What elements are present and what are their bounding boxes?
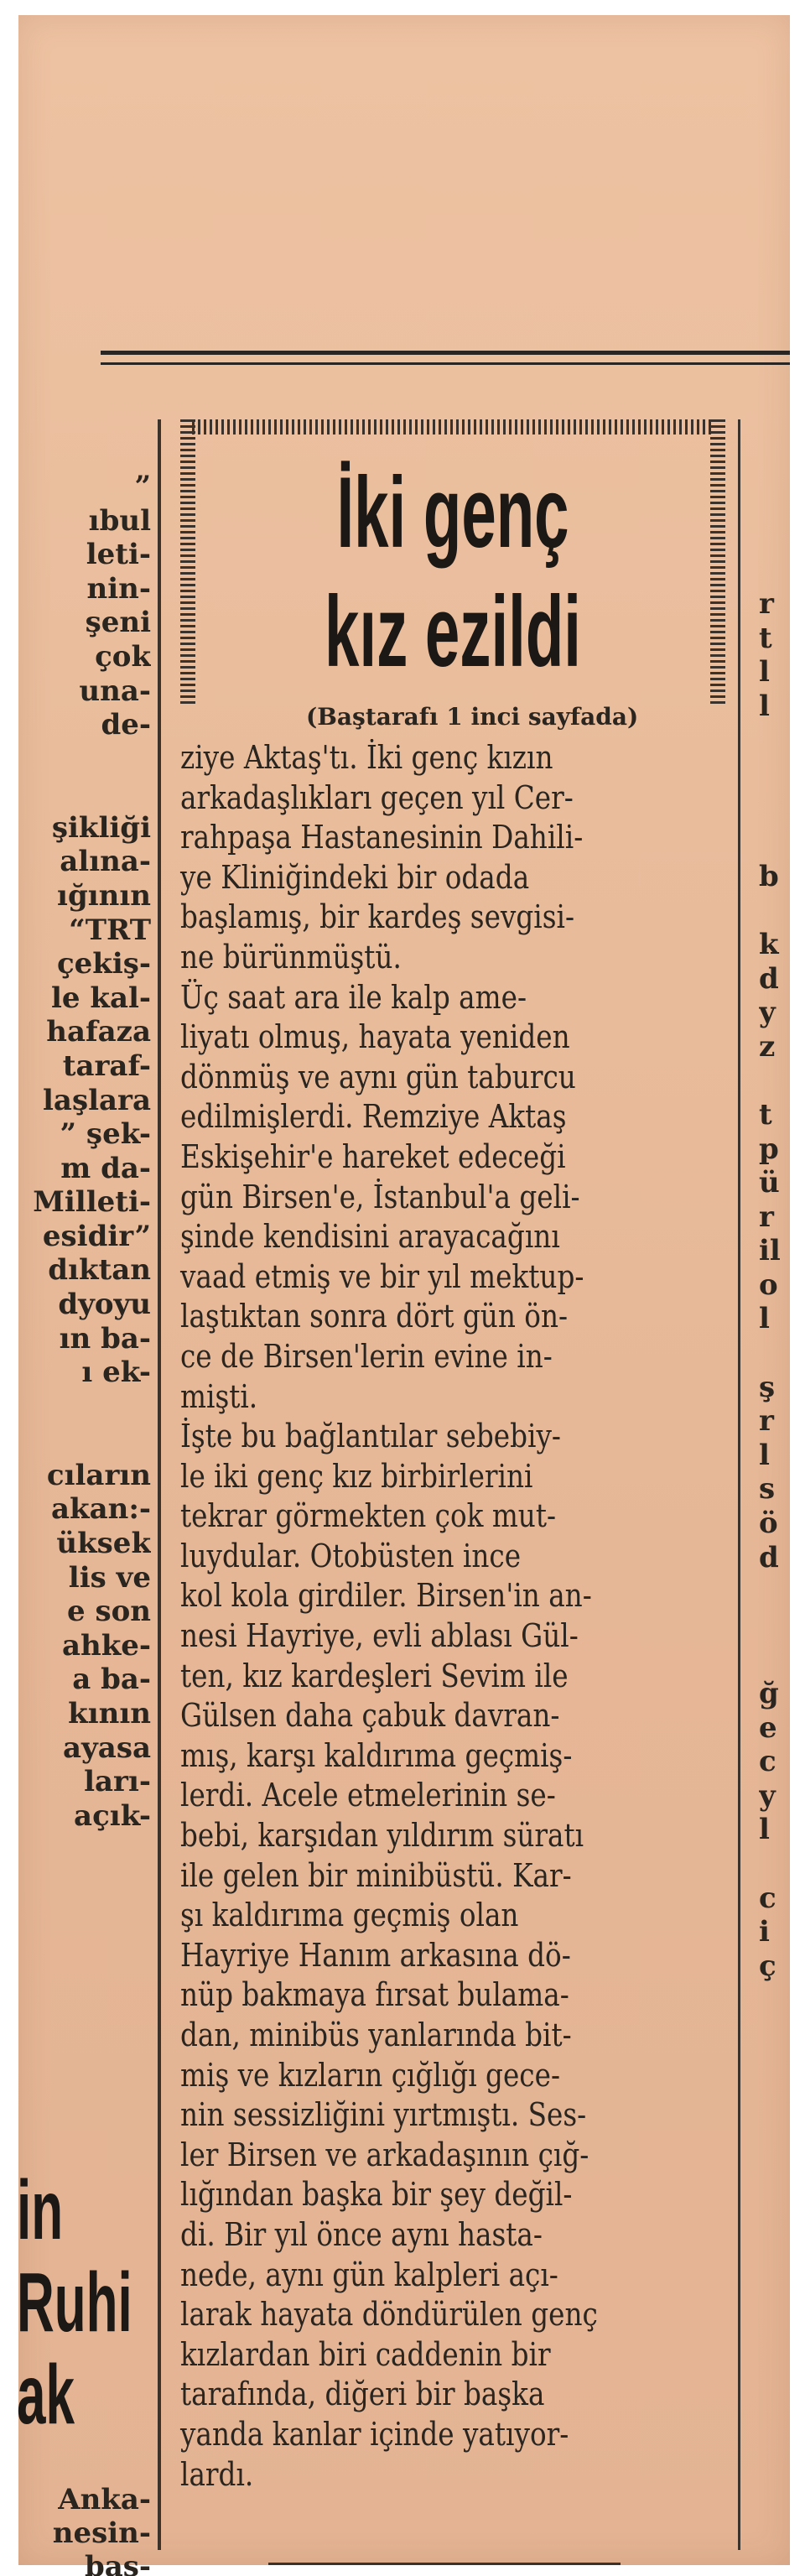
left-column-line: alına-: [60, 845, 151, 879]
right-column-line: d: [759, 961, 779, 996]
right-column-line: c: [759, 1745, 776, 1779]
right-neighbor-column: [759, 587, 792, 1983]
left-column-line: Milleti-: [33, 1185, 151, 1220]
article-line: dan, minibüs yanlarında bit-: [180, 2017, 572, 2053]
left-column-line: akan:-: [51, 1492, 151, 1527]
left-column-line: de-: [101, 708, 151, 742]
article-line: miş ve kızların çığlığı gece-: [180, 2056, 560, 2094]
right-column-line: [759, 1064, 792, 1098]
article-line: tarafında, diğeri bir başka: [180, 2376, 545, 2413]
headline-line-2: kız ezildi: [325, 575, 581, 688]
article-line: di. Bir yıl önce aynı hasta-: [180, 2215, 543, 2253]
left-column-line: Anka-: [58, 2483, 151, 2516]
column-divider-left: [158, 419, 161, 2550]
right-column-line: [759, 723, 792, 757]
right-column-line: [759, 1336, 792, 1371]
left-column-line: ığının: [57, 878, 151, 913]
line-gap: [25, 1390, 151, 1459]
left-column-line: ıbul: [88, 503, 151, 538]
right-column-line: [759, 757, 792, 792]
article-line: ten, kız kardeşleri Sevim ile: [180, 1657, 569, 1694]
right-column-line: y: [759, 1778, 776, 1813]
left-headline-line: Ruhi: [17, 2256, 132, 2350]
article-line: ce de Birsen'lerin evine in-: [180, 1337, 553, 1375]
article-line: tekrar görmekten çok mut-: [180, 1497, 557, 1535]
article-line: ile gelen bir minibüstü. Kar-: [180, 1856, 572, 1894]
left-column-line: cıların: [46, 1458, 151, 1492]
left-column-line: hafaza: [46, 1015, 151, 1049]
article-line: luydular. Otobüsten ince: [180, 1537, 522, 1574]
article-line: kızlardan biri caddenin bir: [180, 2335, 551, 2373]
article-line: ler Birsen ve arkadaşının çığ-: [180, 2136, 589, 2173]
article-line: Gülsen daha çabuk davran-: [180, 1697, 560, 1735]
article-line: ye Kliniğindeki bir odada: [180, 858, 530, 896]
article-line: nede, aynı gün kalpleri açı-: [180, 2256, 558, 2293]
right-column-line: k: [759, 927, 779, 961]
article-line: lığından başka bir şey değil-: [180, 2176, 573, 2214]
left-column-line: ın ba-: [59, 1321, 151, 1356]
left-column-line: dyoyu: [58, 1288, 151, 1322]
left-column-line: “TRT: [69, 913, 151, 947]
left-column-line: dıktan: [48, 1253, 151, 1288]
right-column-line: i: [759, 1915, 770, 1949]
article-line: nüp bakmaya fırsat bulama-: [180, 1976, 569, 2014]
article-line: liyatı olmuş, hayata yeniden: [180, 1018, 570, 1056]
left-column-line: ayasa: [63, 1730, 151, 1765]
left-column-line: ”: [134, 470, 151, 503]
right-column-line: e: [759, 1710, 777, 1745]
right-column-line: b: [759, 859, 779, 893]
left-column-line: a ba-: [72, 1663, 151, 1697]
left-column-line: açık-: [74, 1798, 151, 1833]
headline-box-top-border: [192, 419, 714, 435]
article-line: Üç saat ara ile kalp ame-: [180, 978, 527, 1016]
left-column-line: kının: [68, 1697, 151, 1730]
continued-from-note: (Baştarafı 1 inci sayfada): [306, 703, 639, 731]
left-column-line: leti-: [86, 538, 151, 572]
left-column-line: ları-: [84, 1765, 151, 1799]
right-column-line: ğ: [759, 1677, 779, 1710]
left-column-line: e son: [66, 1595, 151, 1629]
article-line: rahpaşa Hastanesinin Dahili-: [180, 819, 584, 856]
article-line: nesi Hayriye, evli ablası Gül-: [180, 1617, 579, 1655]
bottom-rule: [268, 2563, 621, 2565]
right-column-line: [759, 1574, 792, 1609]
article-line: başlamış, bir kardeş sevgisi-: [180, 898, 575, 936]
left-column-line: una-: [79, 674, 151, 708]
article-line: lerdi. Acele etmelerinin se-: [180, 1777, 556, 1814]
article-line: laştıktan sonra dört gün ön-: [180, 1298, 569, 1335]
left-column-line: nesin-: [52, 2516, 151, 2550]
left-column-line: m da-: [60, 1151, 151, 1185]
right-column-line: il: [759, 1234, 781, 1268]
headline-line-1: İki genç: [336, 456, 569, 569]
right-column-line: [759, 792, 792, 826]
article-line: arkadaşlıkları geçen yıl Cer-: [180, 778, 574, 816]
right-column-line: ö: [759, 1507, 778, 1541]
left-neighbor-column: [25, 470, 151, 1833]
right-column-line: [759, 1847, 792, 1881]
article-line: ziye Aktaş'tı. İki genç kızın: [180, 739, 553, 776]
headline-box-left-border: [180, 419, 195, 705]
article-body: [180, 738, 734, 2495]
right-column-line: ç: [759, 1949, 776, 1983]
left-column-line: le kal-: [51, 981, 151, 1015]
article-line: Eskişehir'e hareket edeceği: [180, 1137, 566, 1175]
article-line: dönmüş ve aynı gün taburcu: [180, 1058, 576, 1095]
right-column-line: p: [759, 1132, 779, 1166]
left-column-line: şeni: [85, 606, 151, 640]
article-line: bebi, karşıdan yıldırım süratı: [180, 1817, 584, 1855]
article-line: şı kaldırıma geçmiş olan: [180, 1897, 519, 1934]
article-line: edilmişlerdi. Remziye Aktaş: [180, 1098, 567, 1136]
article-line: vaad etmiş ve bir yıl mektup-: [180, 1257, 584, 1295]
left-column-line: ” şek-: [60, 1117, 151, 1152]
article-line: larak hayata döndürülen genç: [180, 2296, 598, 2334]
headline: [304, 453, 600, 691]
left-neighbor-headline: [17, 2163, 132, 2442]
right-column-line: s: [759, 1472, 776, 1507]
right-column-line: l: [759, 1438, 770, 1472]
headline-box: [180, 419, 725, 705]
right-column-line: d: [759, 1540, 779, 1574]
top-rule-thin: [101, 362, 790, 365]
right-column-line: l: [759, 1813, 770, 1847]
left-headline-line: in: [17, 2163, 64, 2257]
article-line: lardı.: [180, 2455, 254, 2493]
right-column-line: [759, 893, 792, 928]
article-line: mış, karşı kaldırıma geçmiş-: [180, 1736, 573, 1774]
article-line: mişti.: [180, 1377, 258, 1415]
left-column-line: taraf-: [62, 1049, 151, 1083]
right-column-line: l: [759, 1302, 770, 1336]
right-column-line: t: [759, 621, 772, 655]
left-column-line: çekiş-: [56, 947, 151, 981]
right-column-line: y: [759, 996, 776, 1030]
article-line: kol kola girdiler. Birsen'in an-: [180, 1577, 592, 1615]
left-column-line: üksek: [56, 1527, 151, 1561]
article-line: Hayriye Hanım arkasına dö-: [180, 1936, 571, 1974]
right-column-line: [759, 1642, 792, 1677]
right-column-line: t: [759, 1097, 772, 1132]
left-column-line: şikliği: [51, 810, 151, 845]
right-column-line: r: [759, 1404, 774, 1439]
article-line: şinde kendisini arayacağını: [180, 1218, 560, 1256]
right-column-line: r: [759, 1200, 774, 1234]
left-neighbor-tail: [17, 2483, 151, 2576]
column-divider-right: [738, 419, 740, 2550]
left-column-line: ı ek-: [81, 1356, 151, 1390]
article-line: yanda kanlar içinde yatıyor-: [180, 2415, 569, 2453]
right-column-line: z: [759, 1029, 776, 1064]
right-column-line: [759, 825, 792, 860]
line-gap: [25, 742, 151, 811]
left-column-line: bas-: [84, 2550, 151, 2576]
left-column-line: nin-: [86, 571, 151, 606]
left-column-line: esidir”: [42, 1219, 151, 1253]
headline-box-right-border: [710, 419, 725, 705]
right-column-line: l: [759, 655, 770, 690]
left-column-line: lis ve: [68, 1560, 151, 1595]
article-line: ne bürünmüştü.: [180, 938, 402, 976]
article-line: gün Birsen'e, İstanbul'a geli-: [180, 1178, 580, 1215]
article-line: İşte bu bağlantılar sebebiy-: [180, 1418, 561, 1455]
right-column-line: ş: [759, 1370, 776, 1404]
top-rule: [101, 351, 790, 355]
right-column-line: l: [759, 689, 770, 723]
right-column-line: o: [759, 1267, 778, 1302]
right-column-line: r: [759, 587, 774, 621]
left-column-line: laşlara: [43, 1083, 151, 1117]
left-column-line: ahke-: [61, 1628, 151, 1663]
left-headline-line: ak: [17, 2348, 75, 2442]
article-line: nin sessizliğini yırtmıştı. Ses-: [180, 2096, 587, 2134]
right-column-line: ü: [759, 1166, 780, 1200]
article-line: le iki genç kız birbirlerini: [180, 1457, 533, 1495]
right-column-line: c: [759, 1881, 776, 1915]
left-column-line: çok: [95, 639, 151, 674]
right-column-line: [759, 1609, 792, 1643]
